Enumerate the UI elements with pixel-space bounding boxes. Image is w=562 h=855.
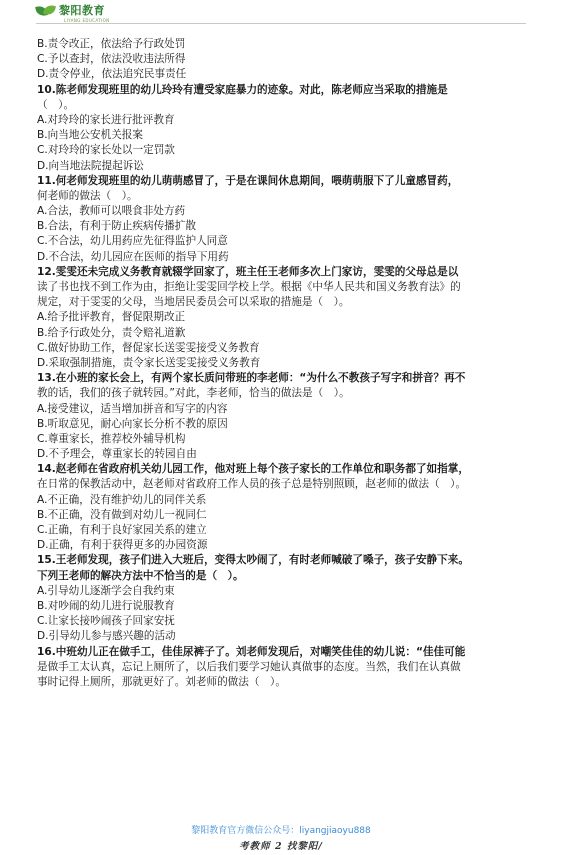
text-line: C.做好协助工作，督促家长送雯雯接受义务教育 bbox=[37, 341, 260, 354]
brand-subtitle: LIYANG EDUCATION bbox=[64, 18, 110, 23]
text-line: D.采取强制措施，责令家长送雯雯接受义务教育 bbox=[37, 356, 261, 369]
text-line: A.给予批评教育，督促限期改正 bbox=[37, 311, 186, 324]
footer-wechat-account: 黎阳教育官方微信公众号：liyangjiaoyu888 bbox=[191, 826, 371, 836]
text-line: D.不合法，幼儿园应在医师的指导下用药 bbox=[37, 250, 229, 263]
text-line: B.听取意见，耐心向家长分析不教的原因 bbox=[37, 417, 228, 430]
text-line: A.不正确，没有维护幼儿的同伴关系 bbox=[37, 493, 207, 506]
question-line: 11.何老师发现班里的幼儿萌萌感冒了，于是在课间休息期间，喂萌萌服下了儿童感冒药， bbox=[37, 174, 459, 187]
text-line: 教的话，我们的孩子就转园。”对此，李老师，恰当的做法是（ ）。 bbox=[37, 387, 350, 400]
text-line: B.给予行政处分，责令赔礼道歉 bbox=[37, 326, 186, 339]
page-header bbox=[36, 4, 236, 24]
text-line: D.责令停业，依法追究民事责任 bbox=[37, 68, 187, 81]
text-line: D.正确，有利于获得更多的办园资源 bbox=[37, 539, 208, 552]
text-line: B.不正确，没有做到对幼儿一视同仁 bbox=[37, 508, 207, 521]
text-line: B.对吵闹的幼儿进行说服教育 bbox=[37, 599, 175, 612]
question-line: 13.在小班的家长会上，有两个家长质问带班的李老师：“为什么不教孩子写字和拼音？再不 bbox=[37, 372, 466, 385]
text-line: （ ）。 bbox=[37, 98, 75, 111]
text-line: 在日常的保教活动中，赵老师对省政府工作人员的孩子总是特别照顾，赵老师的做法（ ）。 bbox=[37, 478, 467, 491]
question-line: 16.中班幼儿正在做手工，佳佳尿裤子了。刘老师发现后，对嘲笑佳佳的幼儿说：“佳佳可能 bbox=[37, 645, 466, 658]
document-body bbox=[37, 37, 529, 690]
text-line: C.正确，有利于良好家园关系的建立 bbox=[37, 524, 207, 536]
text-line: C.不合法，幼儿用药应先征得监护人同意 bbox=[37, 235, 228, 248]
footer-slogan: 考教师 2 找黎阳/ bbox=[239, 841, 323, 852]
header-divider bbox=[36, 23, 526, 24]
text-line: B.合法，有利于防止疾病传播扩散 bbox=[37, 220, 196, 233]
brand-name: 黎阳教育 bbox=[59, 4, 105, 17]
text-line: 读了书也找不到工作为由，拒绝让雯雯回学校上学。根据《中华人民共和国义务教育法》的 bbox=[37, 281, 461, 293]
question-line: 12.雯雯还未完成义务教育就辍学回家了，班主任王老师多次上门家访，雯雯的父母总是以 bbox=[37, 265, 459, 278]
question-line: 下列王老师的解决方法中不恰当的是（ ）。 bbox=[37, 569, 244, 582]
text-line: 是做手工太认真，忘记上厕所了，以后我们要学习她认真做事的态度。当然，我们在认真做 bbox=[37, 660, 461, 673]
text-line: A.合法，教师可以喂食非处方药 bbox=[37, 205, 186, 218]
text-line: D.不予理会，尊重家长的转园自由 bbox=[37, 448, 197, 461]
text-line: A.引导幼儿逐渐学会自我约束 bbox=[37, 584, 175, 597]
question-line: 10.陈老师发现班里的幼儿玲玲有遭受家庭暴力的迹象。对此，陈老师应当采取的措施是 bbox=[37, 83, 448, 96]
question-line: 15.王老师发现，孩子们进入大班后，变得太吵闹了，有时老师喊破了嗓子，孩子安静下来。 bbox=[37, 554, 469, 567]
text-line: C.尊重家长，推荐校外辅导机构 bbox=[37, 432, 186, 445]
text-line: 规定，对于雯雯的父母，当地居民委员会可以采取的措施是（ ）。 bbox=[37, 296, 350, 309]
text-line: 事时记得上厕所，那就更好了。刘老师的做法（ ）。 bbox=[37, 675, 286, 688]
text-line: C.让家长接吵闹孩子回家安抚 bbox=[37, 615, 175, 628]
text-line: C.予以查封，依法没收违法所得 bbox=[37, 53, 186, 66]
text-line: B.责令改正，依法给予行政处罚 bbox=[37, 38, 186, 50]
text-line: A.对玲玲的家长进行批评教育 bbox=[37, 113, 175, 126]
text-line: A.接受建议，适当增加拼音和写字的内容 bbox=[37, 402, 228, 415]
text-line: D.向当地法院提起诉讼 bbox=[37, 159, 144, 172]
question-line: 14.赵老师在省政府机关幼儿园工作，他对班上每个孩子家长的工作单位和职务都了如指掌， bbox=[37, 463, 469, 476]
text-line: 何老师的做法（ ）。 bbox=[37, 189, 138, 202]
text-line: B.向当地公安机关报案 bbox=[37, 129, 143, 142]
brand-logo bbox=[36, 4, 236, 18]
text-line: D.引导幼儿参与感兴趣的活动 bbox=[37, 630, 176, 643]
leaf-logo-icon bbox=[36, 4, 56, 18]
text-line: C.对玲玲的家长处以一定罚款 bbox=[37, 144, 175, 157]
